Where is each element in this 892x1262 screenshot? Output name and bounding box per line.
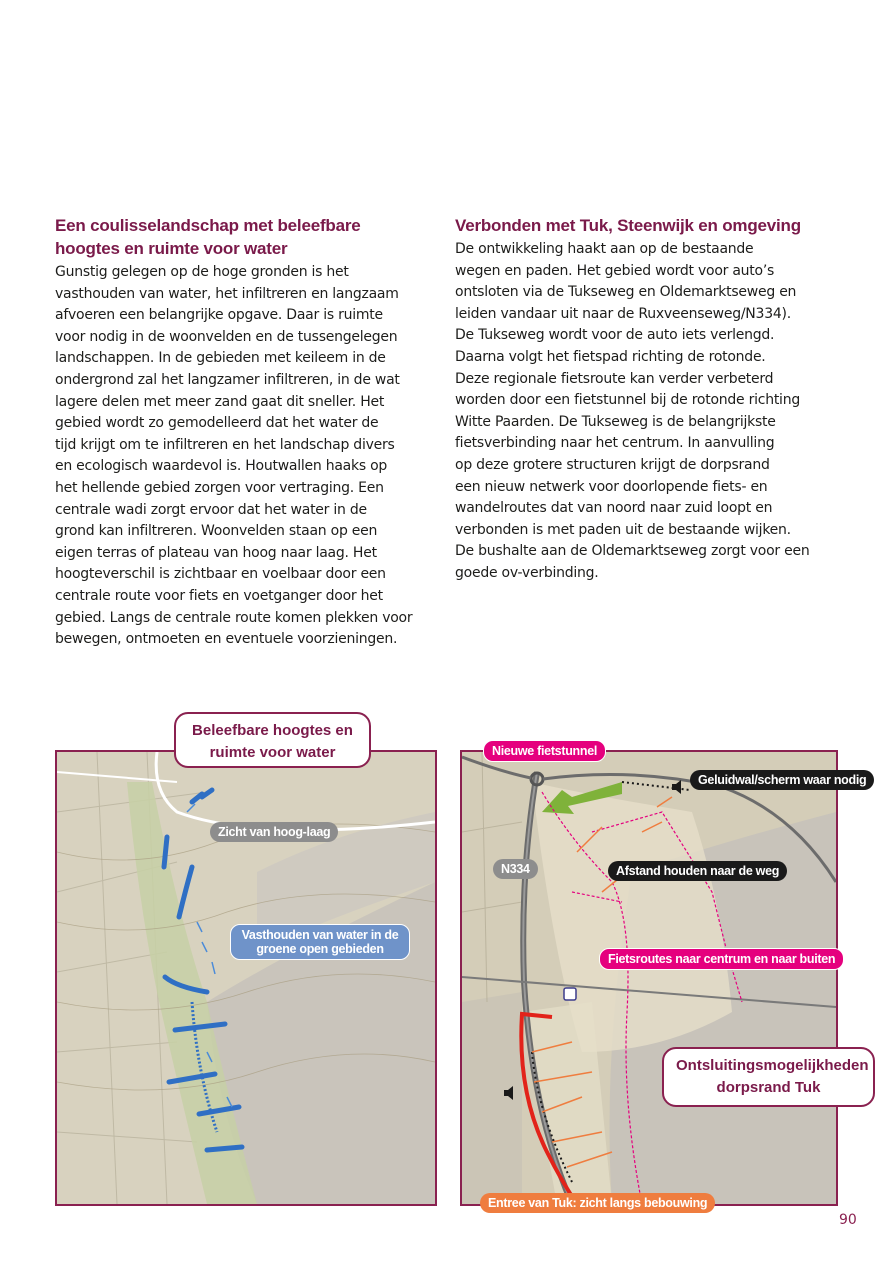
- left-body-text: [55, 262, 445, 651]
- right-body-line: wegen en paden. Het gebied wordt voor auto’s: [455, 262, 775, 279]
- left-heading: [55, 214, 445, 260]
- label-bike-routes: Fietsroutes naar centrum en naar buiten: [599, 948, 844, 970]
- left-body-line: landschappen. In de gebieden met keileem in de: [55, 350, 386, 367]
- right-body-line: Deze regionale fietsroute kan verder verbeterd: [455, 370, 774, 387]
- left-body-line: tijd krijgt om te infiltreren en het landschap divers: [55, 436, 395, 453]
- left-body-line: afvoeren een belangrijke opgave. Daar is ruimte: [55, 307, 383, 324]
- left-body-line: grond kan infiltreren. Woonvelden staan op een: [55, 523, 378, 540]
- water-map-title: [174, 712, 371, 768]
- right-body-line: Witte Paarden. De Tukseweg is de belangrijkste: [455, 413, 776, 430]
- left-body-line: gebied. Langs de centrale route komen plekken voor: [55, 609, 413, 626]
- right-body-line: wandelroutes dat van noord naar zuid loopt en: [455, 500, 773, 517]
- left-text-column: [55, 214, 445, 651]
- left-body-line: hoogteverschil is zichtbaar en voelbaar door een: [55, 566, 386, 583]
- label-new-bike-tunnel: Nieuwe fietstunnel: [483, 740, 606, 762]
- right-body-line: verbonden is met paden uit de bestaande wijken.: [455, 521, 791, 538]
- label-road-n334: N334: [493, 859, 538, 879]
- left-body-line: en ecologisch waardevol is. Houtwallen haaks op: [55, 458, 388, 475]
- page-number: 90: [839, 1212, 857, 1228]
- left-heading-line-2: hoogtes en ruimte voor water: [55, 239, 288, 258]
- left-body-line: lagere delen met meer zand gaat dit sneller. Het: [55, 393, 385, 410]
- label-tuk-entrance: Entree van Tuk: zicht langs bebouwing: [480, 1193, 715, 1213]
- right-body-line: Daarna volgt het fietspad richting de rotonde.: [455, 348, 766, 365]
- water-map-title-line-1: Beleefbare hoogtes en: [192, 722, 353, 739]
- left-body-line: bewegen, ontmoeten en eventuele voorzieningen.: [55, 631, 398, 648]
- left-body-line: vasthouden van water, het infiltreren en langzaam: [55, 285, 399, 302]
- right-heading: Verbonden met Tuk, Steenwijk en omgeving: [455, 216, 801, 235]
- label-water-retention: Vasthouden van water in de groene open gebieden: [230, 924, 410, 960]
- right-body-line: De bushalte aan de Oldemarktseweg zorgt voor een: [455, 543, 810, 560]
- access-map: [460, 750, 838, 1206]
- right-body-line: fietsverbinding naar het centrum. In aanvulling: [455, 435, 775, 452]
- access-map-title: [662, 1047, 875, 1107]
- water-map: [55, 750, 437, 1206]
- label-noise-wall: Geluidwal/scherm waar nodig: [690, 770, 874, 790]
- right-body-line: worden door een fietstunnel bij de rotonde richting: [455, 392, 800, 409]
- label-view-high-low: Zicht van hoog-laag: [210, 822, 338, 842]
- left-body-line: centrale route voor fiets en voetganger door het: [55, 587, 383, 604]
- right-body-line: op deze grotere structuren krijgt de dorpsrand: [455, 456, 770, 473]
- right-body-line: leiden vandaar uit naar de Ruxveenseweg/N334).: [455, 305, 791, 322]
- right-body-line: goede ov-verbinding.: [455, 564, 599, 581]
- right-body-text: [455, 239, 855, 585]
- access-map-title-line-1: Ontsluitingsmogelijkheden: [676, 1057, 869, 1074]
- right-body-line: een nieuw netwerk voor doorlopende fiets- en: [455, 478, 768, 495]
- access-map-image: [462, 752, 836, 1204]
- left-body-line: het hellende gebied zorgen voor vertraging. Een: [55, 479, 384, 496]
- left-body-line: gebied wordt zo gemodelleerd dat het water de: [55, 415, 379, 432]
- left-heading-line-1: Een coulisselandschap met beleefbare: [55, 216, 361, 235]
- left-body-line: ondergrond zal het langzamer infiltreren, in de wat: [55, 371, 400, 388]
- left-body-line: eigen terras of plateau van hoog naar laag. Het: [55, 544, 377, 561]
- water-map-title-line-2: ruimte voor water: [209, 744, 336, 761]
- right-text-column: [455, 214, 855, 585]
- left-body-line: centrale wadi zorgt ervoor dat het water in de: [55, 501, 367, 518]
- left-body-line: voor nodig in de woonvelden en de tussengelegen: [55, 328, 398, 345]
- left-body-line: Gunstig gelegen op de hoge gronden is het: [55, 264, 349, 280]
- label-keep-distance: Afstand houden naar de weg: [608, 861, 787, 881]
- right-body-line: ontsloten via de Tukseweg en Oldemarktseweg en: [455, 284, 797, 301]
- access-map-title-line-2: dorpsrand Tuk: [716, 1079, 821, 1096]
- right-body-line: De ontwikkeling haakt aan op de bestaande: [455, 241, 754, 257]
- right-body-line: De Tukseweg wordt voor de auto iets verlengd.: [455, 327, 775, 344]
- water-map-image: [57, 752, 435, 1204]
